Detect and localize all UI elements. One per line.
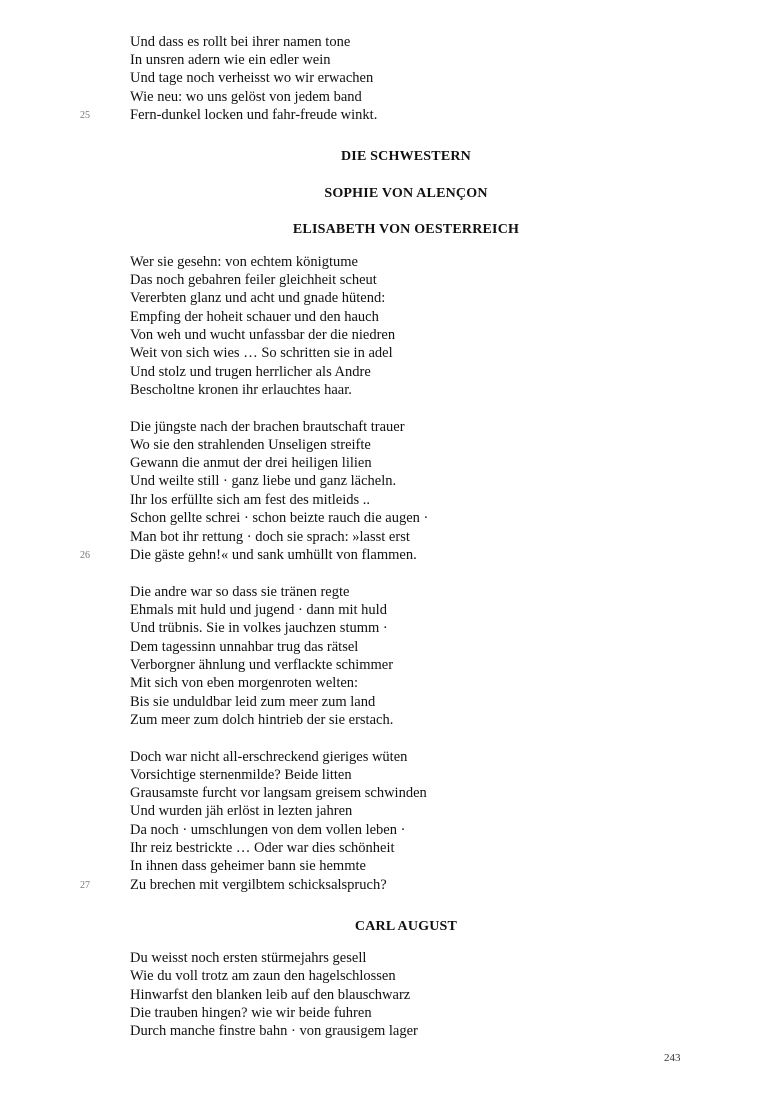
poem-subtitle: SOPHIE VON ALENÇON [324,186,488,201]
verse-line: Und stolz und trugen herrlicher als Andre [130,364,371,380]
verse-line: Die jüngste nach der brachen brautschaft trauer [130,419,405,435]
poem-title: DIE SCHWESTERN [340,149,471,164]
verse-line: Verborgner ähnlung und verflackte schimmer [130,657,394,673]
verse-line: Ihr reiz bestrickte … Oder war dies schönheit [130,840,395,856]
poem-title: CARL AUGUST [354,919,458,934]
verse-line: Vorsichtige sternenmilde? Beide litten [130,767,352,783]
verse-line: Fern-dunkel locken und fahr-freude winkt. [130,107,378,123]
verse-line: Hinwarfst den blanken leib auf den blauschwarz [130,987,411,1003]
verse-line: Zu brechen mit vergilbtem schicksalspruch? [130,877,387,893]
verse-line: Doch war nicht all-erschreckend gieriges wüten [130,749,408,765]
line-marker: 25 [80,110,90,121]
poem-subtitle: ELISABETH VON OESTERREICH [292,222,520,237]
verse-line: Die andre war so dass sie tränen regte [130,584,350,600]
verse-line: Und weilte still · ganz liebe und ganz lächeln. [130,473,397,489]
verse-line: Gewann die anmut der drei heiligen lilien [130,455,372,471]
verse-line: Weit von sich wies … So schritten sie in adel [130,345,393,361]
verse-line: Wo sie den strahlenden Unseligen streifte [130,437,371,453]
verse-line: Mit sich von eben morgenroten welten: [130,675,359,691]
verse-line: Und dass es rollt bei ihrer namen tone [130,34,351,50]
verse-line: Und wurden jäh erlöst in lezten jahren [130,803,353,819]
verse-line: Wer sie gesehn: von echtem königtume [130,254,358,270]
line-marker: 27 [80,880,90,891]
verse-line: Die gäste gehn!« und sank umhüllt von flammen. [130,547,417,563]
verse-line: Durch manche finstre bahn · von grausigem lager [130,1023,418,1039]
verse-line: Wie neu: wo uns gelöst von jedem band [130,89,362,105]
verse-line: Von weh und wucht unfassbar der die niedren [130,327,396,343]
verse-line: Bescholtne kronen ihr erlauchtes haar. [130,382,352,398]
verse-line: Schon gellte schrei · schon beizte rauch die augen · [130,510,429,526]
verse-line: Bis sie unduldbar leid zum meer zum land [130,694,376,710]
line-marker: 26 [80,550,90,561]
verse-line: Da noch · umschlungen von dem vollen leben · [130,822,406,838]
verse-line: Empfing der hoheit schauer und den hauch [130,309,379,325]
verse-line: Du weisst noch ersten stürmejahrs gesell [130,950,367,966]
verse-line: Und trübnis. Sie in volkes jauchzen stumm · [130,620,388,636]
verse-line: Dem tagessinn unnahbar trug das rätsel [130,639,359,655]
verse-line: Die trauben hingen? wie wir beide fuhren [130,1005,372,1021]
verse-line: Vererbten glanz und acht und gnade hütend: [130,290,386,306]
verse-line: Ihr los erfüllte sich am fest des mitleids .. [130,492,371,508]
verse-line: Man bot ihr rettung · doch sie sprach: »lasst erst [130,529,410,545]
verse-line: Und tage noch verheisst wo wir erwachen [130,70,374,86]
verse-line: In unsren adern wie ein edler wein [130,52,331,68]
verse-line: In ihnen dass geheimer bann sie hemmte [130,858,366,874]
verse-line: Ehmals mit huld und jugend · dann mit huld [130,602,387,618]
verse-line: Grausamste furcht vor langsam greisem schwinden [130,785,427,801]
verse-line: Zum meer zum dolch hintrieb der sie erstach. [130,712,394,728]
verse-line: Das noch gebahren feiler gleichheit scheut [130,272,377,288]
verse-line: Wie du voll trotz am zaun den hagelschlossen [130,968,396,984]
page-number: 243 [664,1052,681,1064]
